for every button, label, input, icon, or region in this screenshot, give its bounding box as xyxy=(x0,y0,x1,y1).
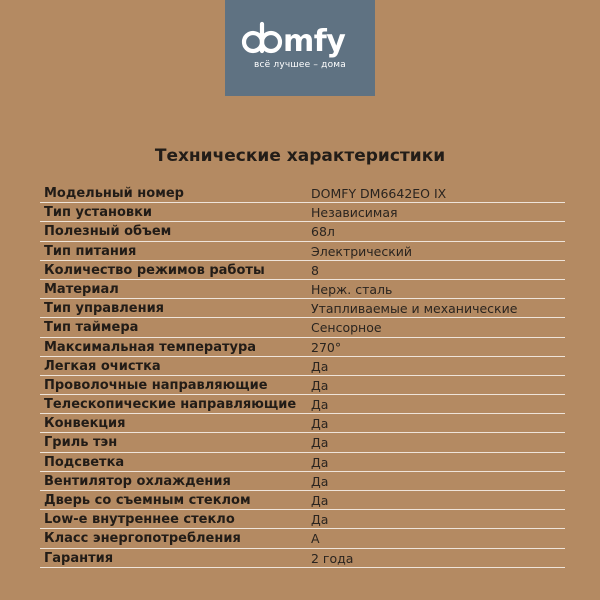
spec-label: Гарантия xyxy=(44,550,114,566)
spec-value: 68л xyxy=(311,224,335,240)
spec-value: Да xyxy=(311,473,329,489)
spec-label: Low-e внутреннее стекло xyxy=(44,512,235,528)
spec-label: Модельный номер xyxy=(44,186,184,201)
spec-value: Да xyxy=(311,454,329,470)
spec-row xyxy=(40,184,565,203)
spec-value: Нерж. сталь xyxy=(311,281,393,297)
spec-label: Дверь со съемным стеклом xyxy=(44,493,251,508)
spec-label: Тип установки xyxy=(44,205,153,221)
spec-row xyxy=(40,222,565,241)
spec-label: Тип управления xyxy=(44,301,165,317)
spec-label: Полезный объем xyxy=(44,224,172,240)
spec-row xyxy=(40,261,565,280)
brand-tagline: всё лучшее – дома xyxy=(253,60,346,70)
spec-label: Конвекция xyxy=(44,416,126,432)
spec-label: Легкая очистка xyxy=(44,358,161,374)
spec-label: Тип таймера xyxy=(44,320,139,336)
spec-value: 8 xyxy=(311,262,319,278)
spec-value: Да xyxy=(311,397,329,413)
spec-row xyxy=(40,338,565,357)
spec-label: Подсветка xyxy=(44,454,125,470)
spec-label: Гриль тэн xyxy=(44,435,118,451)
spec-value: Независимая xyxy=(311,205,398,221)
brand-logo xyxy=(225,0,375,96)
spec-row xyxy=(40,318,565,337)
spec-row xyxy=(40,549,565,568)
spec-row xyxy=(40,414,565,433)
spec-row xyxy=(40,242,565,261)
spec-row xyxy=(40,510,565,529)
spec-value: Да xyxy=(311,416,329,432)
spec-label: Максимальная температура xyxy=(44,339,257,355)
spec-row xyxy=(40,529,565,548)
spec-value: Да xyxy=(311,377,329,393)
spec-row xyxy=(40,491,565,510)
spec-label: Телескопические направляющие xyxy=(44,397,297,413)
spec-value: Да xyxy=(311,512,329,528)
spec-row xyxy=(40,472,565,491)
spec-label: Вентилятор охлаждения xyxy=(44,473,231,489)
spec-value: DOMFY DM6642EO IX xyxy=(311,186,447,201)
svg-text:mfy: mfy xyxy=(283,24,346,58)
spec-value: 2 года xyxy=(311,550,354,566)
spec-value: 270° xyxy=(311,339,342,355)
spec-row xyxy=(40,376,565,395)
spec-value: Да xyxy=(311,358,329,374)
spec-label: Материал xyxy=(44,281,119,297)
domfy-logo-mark xyxy=(239,18,361,58)
spec-row xyxy=(40,395,565,414)
page-title: Технические характеристики xyxy=(154,146,446,166)
spec-table xyxy=(40,184,565,568)
spec-row xyxy=(40,357,565,376)
spec-label: Количество режимов работы xyxy=(44,262,265,278)
spec-value: Сенсорное xyxy=(311,320,382,336)
spec-row xyxy=(40,433,565,452)
spec-label: Проволочные направляющие xyxy=(44,377,268,393)
spec-row xyxy=(40,299,565,318)
spec-value: Утапливаемые и механические xyxy=(311,301,518,317)
spec-value: Да xyxy=(311,493,329,508)
spec-value: A xyxy=(311,531,320,547)
spec-value: Электрический xyxy=(311,243,413,259)
spec-label: Тип питания xyxy=(44,243,137,259)
spec-row xyxy=(40,453,565,472)
spec-row xyxy=(40,280,565,299)
spec-row xyxy=(40,203,565,222)
spec-value: Да xyxy=(311,435,329,451)
spec-label: Класс энергопотребления xyxy=(44,531,241,547)
